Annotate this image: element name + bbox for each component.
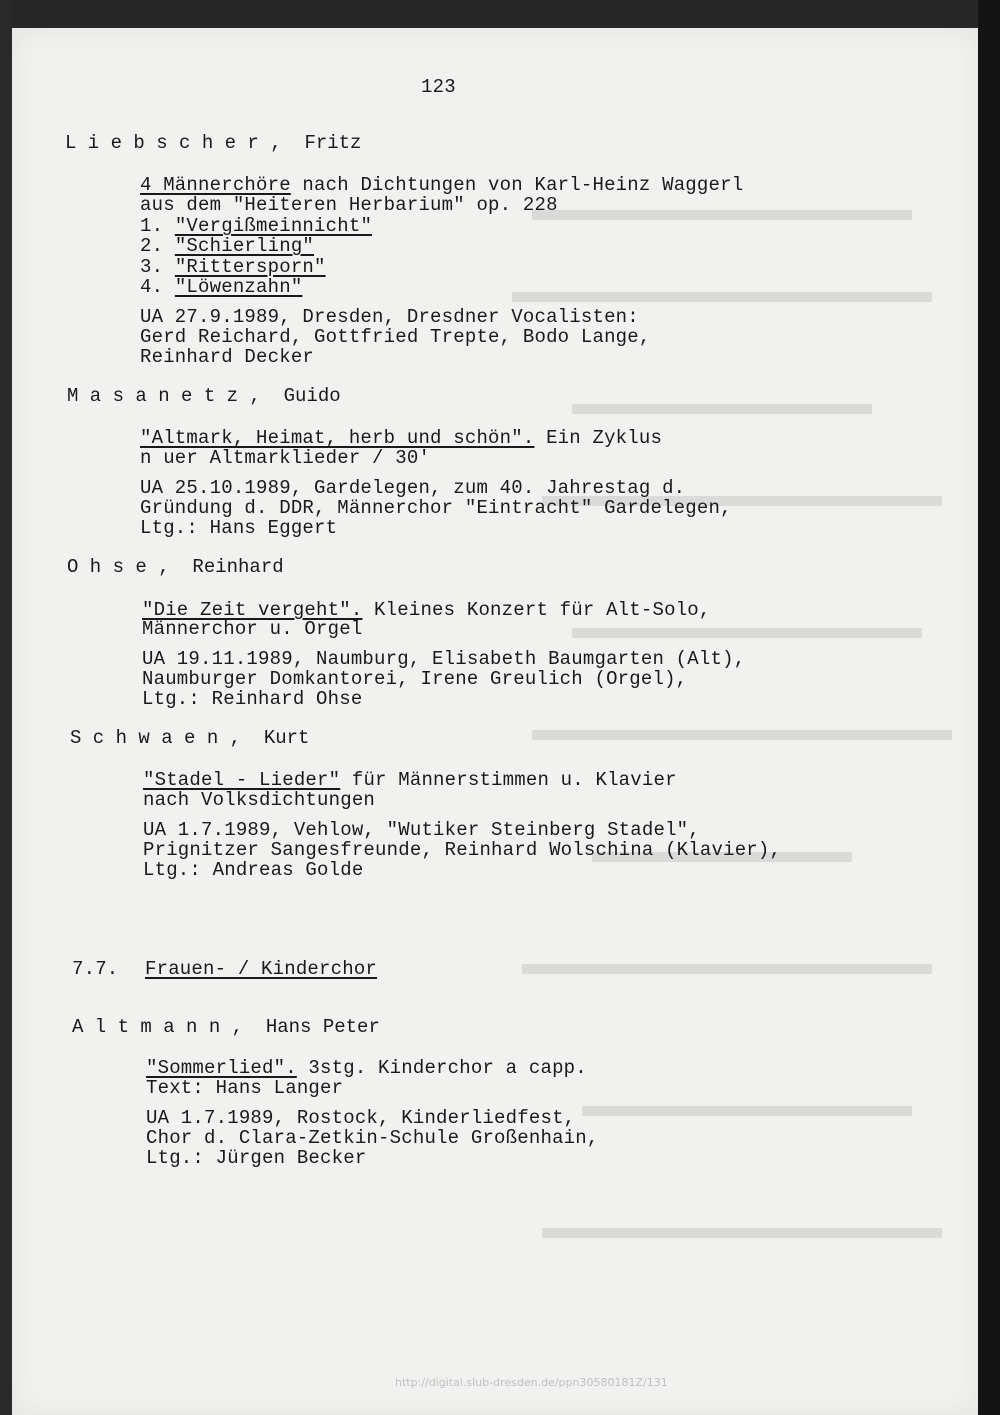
premiere-line: Ltg.: Jürgen Becker xyxy=(146,1147,367,1169)
premiere-line: Ltg.: Hans Eggert xyxy=(140,517,338,539)
section-title: Frauen- / Kinderchor xyxy=(145,958,378,980)
premiere-line: UA 1.7.1989, Rostock, Kinderliedfest, xyxy=(146,1107,576,1129)
work-subtitle: nach Volksdichtungen xyxy=(143,789,376,811)
work-subtitle: n uer Altmarklieder / 30' xyxy=(140,447,431,469)
premiere-line: Ltg.: Reinhard Ohse xyxy=(142,688,363,710)
scan-border-left xyxy=(0,0,12,1415)
work-title: "Sommerlied". xyxy=(146,1057,297,1079)
composer-name: A l t m a n n , Hans Peter xyxy=(72,1016,380,1038)
list-item xyxy=(140,276,302,298)
source-url: http://digital.slub-dresden.de/ppn30580181Z/131 xyxy=(395,1376,668,1389)
list-item xyxy=(140,235,314,257)
list-item xyxy=(140,215,372,237)
scan-border-right xyxy=(978,0,1000,1415)
document-page xyxy=(12,28,978,1415)
section-number: 7.7. xyxy=(72,958,119,980)
list-item xyxy=(140,256,326,278)
premiere-line: Gründung d. DDR, Männerchor "Eintracht" Gardelegen, xyxy=(140,497,732,519)
premiere-line: Chor d. Clara-Zetkin-Schule Großenhain, xyxy=(146,1127,599,1149)
work-title: 4 Männerchöre xyxy=(140,174,291,196)
work-description: für Männerstimmen u. Klavier xyxy=(340,769,677,791)
work-description: nach Dichtungen von Karl-Heinz Waggerl xyxy=(290,174,744,196)
item-title: "Vergißmeinnicht" xyxy=(174,215,373,237)
item-number: 2. xyxy=(140,235,175,257)
work-title: "Die Zeit vergeht". xyxy=(142,599,363,621)
item-number: 3. xyxy=(140,256,175,278)
premiere-line: UA 19.11.1989, Naumburg, Elisabeth Baumgarten (Alt), xyxy=(142,648,746,670)
page-number: 123 xyxy=(421,76,456,98)
work-description: Ein Zyklus xyxy=(534,427,663,449)
item-number: 4. xyxy=(140,276,175,298)
composer-name: M a s a n e t z , Guido xyxy=(67,385,341,407)
composer-name: L i e b s c h e r , Fritz xyxy=(65,132,362,154)
premiere-line: UA 25.10.1989, Gardelegen, zum 40. Jahrestag d. xyxy=(140,477,686,499)
work-title-line xyxy=(146,1057,587,1079)
item-title: "Rittersporn" xyxy=(174,256,326,278)
premiere-line: UA 1.7.1989, Vehlow, "Wutiker Steinberg Stadel", xyxy=(143,819,700,841)
work-subtitle: aus dem "Heiteren Herbarium" op. 228 xyxy=(140,194,558,216)
work-subtitle: Text: Hans Langer xyxy=(146,1077,344,1099)
scan-border-top xyxy=(0,0,1000,28)
premiere-line: Naumburger Domkantorei, Irene Greulich (Orgel), xyxy=(142,668,688,690)
work-title-line xyxy=(140,174,743,196)
work-title-line xyxy=(140,427,662,449)
work-description: 3stg. Kinderchor a capp. xyxy=(296,1057,587,1079)
composer-name: S c h w a e n , Kurt xyxy=(70,727,310,749)
item-number: 1. xyxy=(140,215,175,237)
premiere-line: Prignitzer Sangesfreunde, Reinhard Wolschina (Klavier), xyxy=(143,839,782,861)
work-title: "Altmark, Heimat, herb und schön". xyxy=(140,427,535,449)
work-title-line xyxy=(143,769,677,791)
work-description: Kleines Konzert für Alt-Solo, xyxy=(362,599,711,621)
composer-name: O h s e , Reinhard xyxy=(67,556,284,578)
premiere-line: Gerd Reichard, Gottfried Trepte, Bodo Lange, xyxy=(140,326,651,348)
premiere-line: UA 27.9.1989, Dresden, Dresdner Vocalisten: xyxy=(140,306,639,328)
item-title: "Löwenzahn" xyxy=(174,276,303,298)
work-subtitle: Männerchor u. Orgel xyxy=(142,618,363,640)
work-title: "Stadel - Lieder" xyxy=(143,769,341,791)
premiere-line: Ltg.: Andreas Golde xyxy=(143,859,364,881)
item-title: "Schierling" xyxy=(174,235,315,257)
premiere-line: Reinhard Decker xyxy=(140,346,315,368)
